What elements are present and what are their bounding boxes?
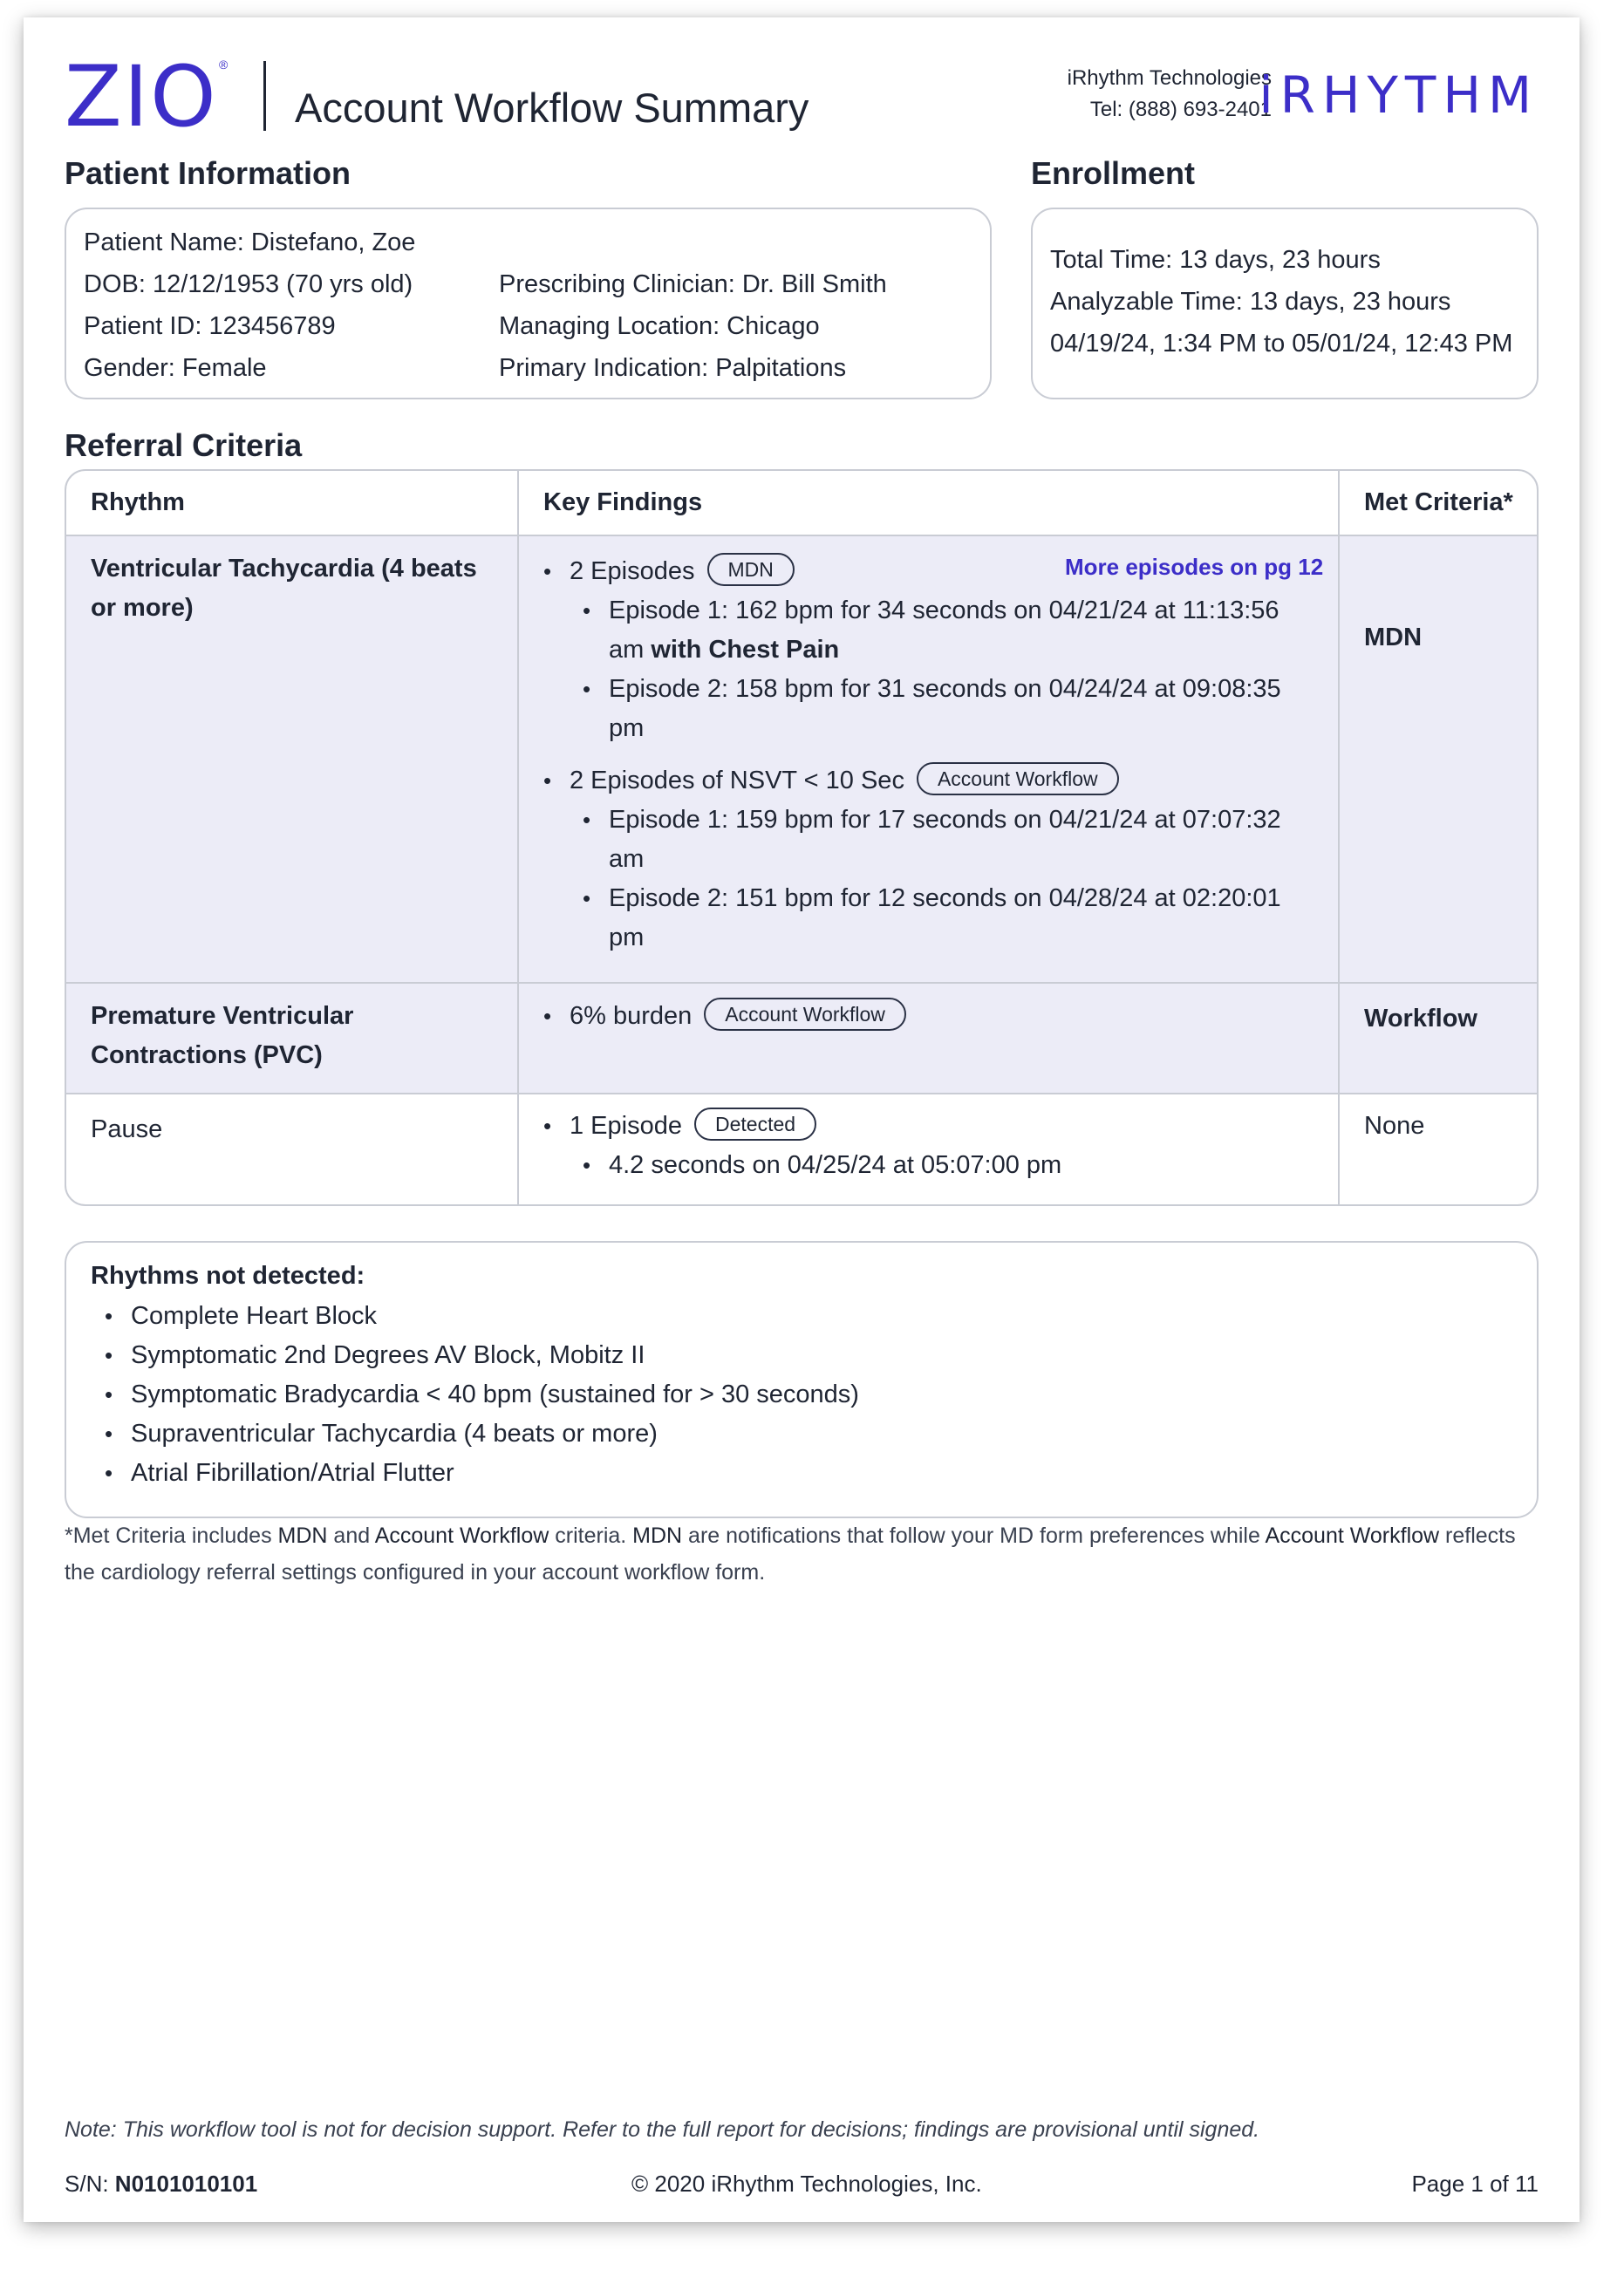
symptom-label: with Chest Pain — [651, 636, 840, 664]
footnote-text: are notifications that follow your MD form preferences while — [682, 1524, 1266, 1548]
document-title: Account Workflow Summary — [295, 85, 809, 131]
rhythm-name: Pause — [91, 1115, 163, 1143]
footnote-term: MDN — [632, 1524, 683, 1548]
column-divider — [1338, 471, 1340, 1204]
enrollment-box — [1031, 208, 1539, 399]
table-header-row — [66, 471, 1537, 535]
met-criteria-value: None — [1364, 1112, 1425, 1140]
footnote-text: *Met Criteria includes — [65, 1524, 278, 1548]
finding-label: 6% burden — [570, 1002, 693, 1030]
nsvt-episode-1: • Episode 1: 159 bpm for 17 seconds on 04/21/24 at 07:07:32 am — [609, 801, 1307, 879]
decision-support-disclaimer: Note: This workflow tool is not for decision support. Refer to the full report for decisions; findings are provisional until signed. — [65, 2117, 1260, 2142]
list-item: • Symptomatic Bradycardia < 40 bpm (sustained for > 30 seconds) — [131, 1375, 859, 1414]
patient-name: Patient Name: Distefano, Zoe — [84, 228, 416, 256]
registered-mark: ® — [219, 58, 229, 72]
enrollment-title: Enrollment — [1031, 155, 1196, 191]
serial-label: S/N: — [65, 2171, 115, 2197]
rhythm-name: Ventricular Tachycardia (4 beats or more) — [91, 555, 477, 622]
not-detected-title: Rhythms not detected: — [91, 1262, 365, 1290]
rhythm-name: Premature Ventricular Contractions (PVC) — [91, 1002, 354, 1069]
company-name: iRhythm Technologies — [1067, 66, 1272, 90]
pause-episode-detail: • 4.2 seconds on 04/25/24 at 05:07:00 pm — [609, 1146, 1061, 1185]
analyzable-time: Analyzable Time: 13 days, 23 hours — [1050, 288, 1451, 316]
footnote-term: Account Workflow — [374, 1524, 549, 1548]
finding-vt-episodes — [570, 552, 795, 591]
finding-label: 2 Episodes — [570, 557, 695, 585]
column-divider — [517, 471, 519, 1204]
footnote-text: criteria. — [549, 1524, 633, 1548]
patient-gender: Gender: Female — [84, 354, 267, 382]
patient-id: Patient ID: 123456789 — [84, 312, 336, 340]
list-item: • Atrial Fibrillation/Atrial Flutter — [131, 1454, 859, 1493]
list-item: • Supraventricular Tachycardia (4 beats or more) — [131, 1414, 859, 1454]
referral-criteria-title: Referral Criteria — [65, 427, 303, 463]
zio-logo — [65, 48, 218, 146]
company-phone: Tel: (888) 693-2401 — [1089, 98, 1272, 121]
finding-label: 2 Episodes of NSVT < 10 Sec — [570, 767, 904, 794]
irhythm-logo: iRHYTHM — [1259, 65, 1539, 125]
report-page — [24, 17, 1580, 2222]
company-contact — [1068, 63, 1272, 126]
finding-pause-episode — [570, 1107, 816, 1146]
mdn-badge: MDN — [707, 553, 795, 586]
list-item: • Symptomatic 2nd Degrees AV Block, Mobitz II — [131, 1336, 859, 1375]
header-divider — [263, 61, 266, 131]
total-time: Total Time: 13 days, 23 hours — [1050, 246, 1381, 274]
column-header-rhythm: Rhythm — [91, 488, 185, 516]
account-workflow-badge: Account Workflow — [704, 998, 906, 1031]
finding-pvc-burden — [570, 997, 906, 1036]
patient-info-title: Patient Information — [65, 155, 351, 191]
patient-info-box — [65, 208, 992, 399]
serial-number — [65, 2171, 257, 2198]
referral-criteria-table — [65, 469, 1539, 1206]
enrollment-date-range: 04/19/24, 1:34 PM to 05/01/24, 12:43 PM — [1050, 330, 1513, 358]
met-criteria-value: MDN — [1364, 624, 1423, 651]
finding-label: 1 Episode — [570, 1112, 682, 1140]
table-row-pvc — [66, 984, 1537, 1093]
nsvt-episode-2: • Episode 2: 151 bpm for 12 seconds on 04/28/24 at 02:20:01 pm — [609, 879, 1307, 958]
managing-location: Managing Location: Chicago — [499, 312, 820, 340]
account-workflow-badge: Account Workflow — [917, 762, 1119, 795]
zio-logo-text: ZIO — [65, 48, 218, 146]
patient-dob: DOB: 12/12/1953 (70 yrs old) — [84, 270, 413, 298]
primary-indication: Primary Indication: Palpitations — [499, 354, 847, 382]
page-number: Page 1 of 11 — [1411, 2171, 1539, 2197]
copyright: © 2020 iRhythm Technologies, Inc. — [631, 2171, 982, 2197]
footnote-term: Account Workflow — [1265, 1524, 1440, 1548]
met-criteria-footnote — [65, 1517, 1539, 1591]
footnote-text: and — [327, 1524, 375, 1548]
report-header — [65, 40, 1539, 146]
footnote-term: MDN — [277, 1524, 328, 1548]
not-detected-list — [131, 1297, 859, 1493]
met-criteria-value: Workflow — [1364, 1005, 1477, 1033]
vt-episode-2: • Episode 2: 158 bpm for 31 seconds on 04/24/24 at 09:08:35 pm — [609, 670, 1307, 748]
rhythms-not-detected-box — [65, 1241, 1539, 1518]
column-header-met-criteria: Met Criteria* — [1364, 488, 1513, 516]
vt-episode-1 — [609, 591, 1307, 670]
serial-value: N0101010101 — [114, 2171, 258, 2197]
column-header-key-findings: Key Findings — [543, 488, 703, 516]
footnote-text: reflects the cardiology referral settings configured in your account workflow form. — [65, 1524, 1516, 1585]
prescribing-clinician: Prescribing Clinician: Dr. Bill Smith — [499, 270, 887, 298]
detected-badge: Detected — [694, 1108, 816, 1141]
episode-text: Episode 1: 162 bpm for 34 seconds on 04/21/24 at 11:13:56 am — [609, 596, 1279, 664]
more-episodes-link[interactable]: More episodes on pg 12 — [1065, 554, 1324, 580]
table-row-ventricular-tachycardia — [66, 536, 1537, 982]
table-row-pause — [66, 1094, 1537, 1206]
finding-nsvt-episodes — [570, 761, 1119, 801]
list-item: • Complete Heart Block — [131, 1297, 859, 1336]
